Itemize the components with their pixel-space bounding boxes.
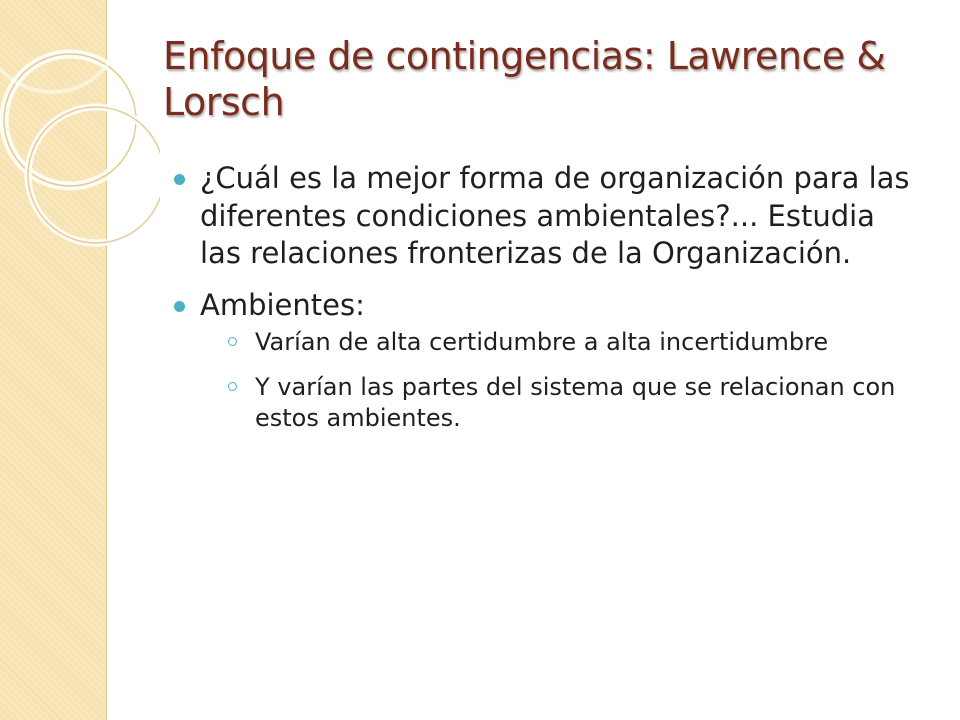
sub-bullet-list <box>200 327 912 435</box>
bullet-dot-icon <box>174 301 185 312</box>
bullet-item <box>172 287 912 434</box>
sub-bullet-text: Y varían las partes del sistema que se relacionan con estos ambientes. <box>255 372 896 433</box>
sub-bullet-item <box>200 327 912 358</box>
slide-title: Enfoque de contingencias: Lawrence & Lorsch <box>163 34 886 124</box>
bullet-text: ¿Cuál es la mejor forma de organización para las diferentes condiciones ambientales?... Estudia las relaciones fronterizas de la Organización. <box>200 161 910 271</box>
ring-bullet-icon <box>228 382 237 391</box>
bullet-item <box>172 160 912 273</box>
decorative-rings-icon <box>0 0 160 260</box>
slide-content <box>172 160 912 448</box>
sub-bullet-text: Varían de alta certidumbre a alta incertidumbre <box>255 327 829 356</box>
bullet-text: Ambientes: <box>200 288 365 323</box>
ring-bullet-icon <box>228 337 237 346</box>
bullet-dot-icon <box>174 174 185 185</box>
sub-bullet-item <box>200 372 912 434</box>
